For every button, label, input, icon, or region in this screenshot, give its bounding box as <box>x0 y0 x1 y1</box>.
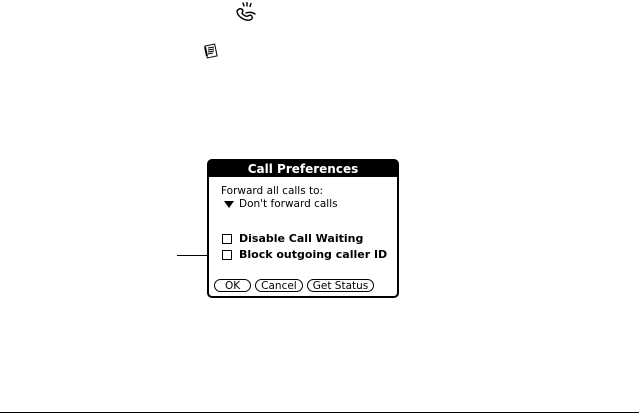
checkbox-box[interactable] <box>222 234 232 244</box>
page-bottom-rule <box>0 412 639 413</box>
checkbox-label: Block outgoing caller ID <box>239 248 388 261</box>
dropdown-arrow-icon <box>224 201 234 208</box>
disable-call-waiting-checkbox[interactable] <box>222 232 363 246</box>
dialog-button-row <box>214 279 374 292</box>
forward-calls-dropdown[interactable] <box>224 198 338 211</box>
forward-calls-value: Don't forward calls <box>239 198 338 210</box>
cancel-button[interactable]: Cancel <box>255 279 303 292</box>
checkbox-box[interactable] <box>222 250 232 260</box>
checkbox-label: Disable Call Waiting <box>239 232 364 245</box>
phone-icon <box>234 2 258 22</box>
get-status-button[interactable]: Get Status <box>307 279 375 292</box>
dialog-title: Call Preferences <box>209 161 397 177</box>
forward-calls-label: Forward all calls to: <box>221 185 324 197</box>
phone-book-icon <box>203 43 219 59</box>
call-preferences-dialog <box>207 159 399 298</box>
ok-button[interactable]: OK <box>214 279 251 292</box>
block-caller-id-checkbox[interactable] <box>222 248 387 262</box>
dialog-body <box>209 177 397 298</box>
